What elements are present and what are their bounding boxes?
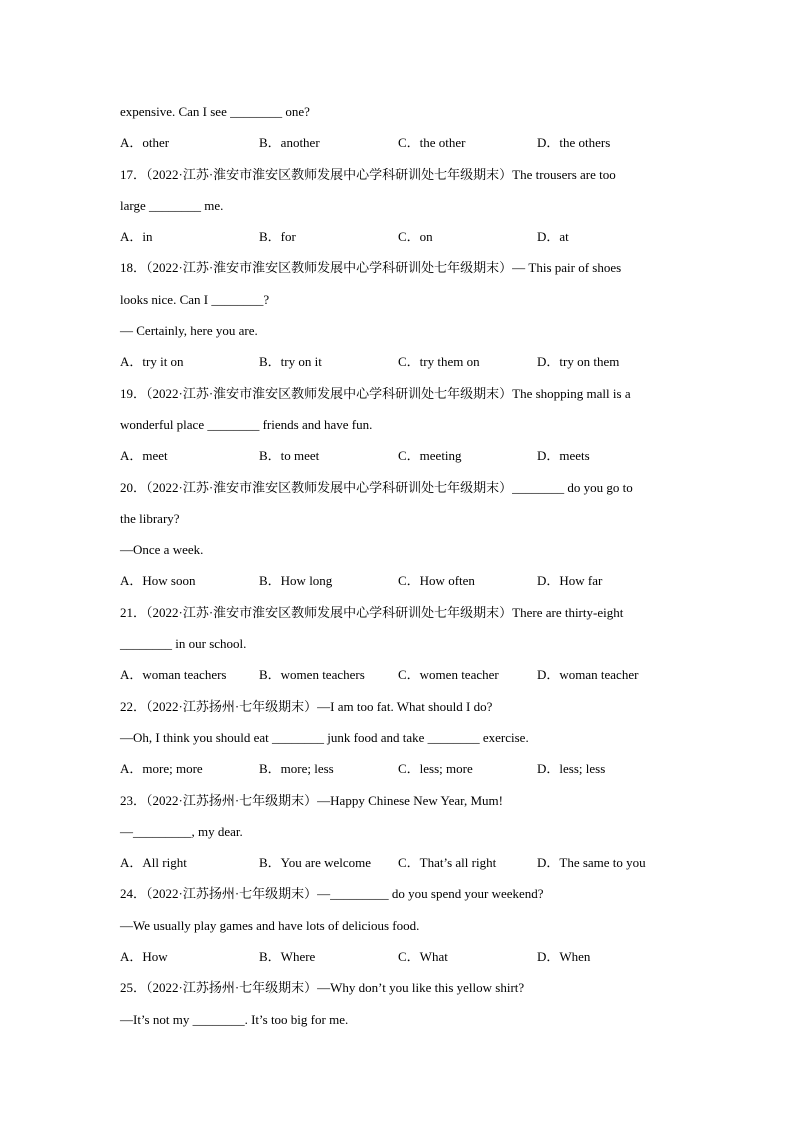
text-line: 19．（2022·江苏·淮安市淮安区教师发展中心学科研训处七年级期末）The shopping mall is a [120, 385, 631, 401]
option-c: C．How often [398, 573, 475, 589]
option-c: C．less; more [398, 761, 473, 777]
text-line: 23．（2022·江苏扬州·七年级期末）—Happy Chinese New Year, Mum! [120, 792, 503, 808]
options-row [120, 758, 680, 789]
text-line: —_________, my dear. [120, 823, 243, 839]
option-d: D．How far [537, 573, 603, 589]
option-c: C．the other [398, 135, 466, 151]
option-a: A．more; more [120, 761, 203, 777]
option-c: C．That’s all right [398, 855, 497, 871]
option-a: A．woman teachers [120, 667, 227, 683]
text-line: the library? [120, 510, 180, 526]
text-line: 20．（2022·江苏·淮安市淮安区教师发展中心学科研训处七年级期末）________ do you go to [120, 479, 633, 495]
option-a: A．How soon [120, 573, 196, 589]
option-b: B．more; less [259, 761, 334, 777]
option-b: B．another [259, 135, 320, 151]
option-a: A．All right [120, 855, 187, 871]
option-b: B．Where [259, 949, 316, 965]
options-row [120, 852, 680, 883]
option-d: D．meets [537, 448, 590, 464]
option-a: A．try it on [120, 354, 184, 370]
text-line: 17．（2022·江苏·淮安市淮安区教师发展中心学科研训处七年级期末）The trousers are too [120, 166, 616, 182]
option-a: A．other [120, 135, 170, 151]
text-line: wonderful place ________ friends and have fun. [120, 416, 373, 432]
option-d: D．at [537, 229, 569, 245]
text-line: ________ in our school. [120, 636, 247, 652]
option-a: A．in [120, 229, 153, 245]
options-row [120, 226, 680, 257]
option-d: D．When [537, 949, 591, 965]
text-line: —It’s not my ________. It’s too big for me. [120, 1011, 349, 1027]
option-c: C．What [398, 949, 448, 965]
text-line: —We usually play games and have lots of delicious food. [120, 917, 420, 933]
option-b: B．women teachers [259, 667, 365, 683]
text-line: 18．（2022·江苏·淮安市淮安区教师发展中心学科研训处七年级期末）— This pair of shoes [120, 260, 622, 276]
text-line: 25．（2022·江苏扬州·七年级期末）—Why don’t you like this yellow shirt? [120, 980, 525, 996]
text-line: —Once a week. [120, 542, 204, 558]
options-row [120, 570, 680, 601]
option-b: B．try on it [259, 354, 322, 370]
text-line: 24．（2022·江苏扬州·七年级期末）—_________ do you spend your weekend? [120, 886, 544, 902]
option-d: D．woman teacher [537, 667, 639, 683]
option-b: B．You are welcome [259, 855, 372, 871]
text-line: — Certainly, here you are. [120, 323, 258, 339]
option-b: B．for [259, 229, 296, 245]
options-row [120, 351, 680, 382]
options-row [120, 445, 680, 476]
text-line: looks nice. Can I ________? [120, 291, 270, 307]
text-line: large ________ me. [120, 197, 224, 213]
option-c: C．meeting [398, 448, 462, 464]
options-row [120, 132, 680, 163]
option-b: B．to meet [259, 448, 320, 464]
option-d: D．the others [537, 135, 611, 151]
text-line: expensive. Can I see ________ one? [120, 104, 310, 119]
options-row [120, 946, 680, 977]
text-line: 21．（2022·江苏·淮安市淮安区教师发展中心学科研训处七年级期末）There are thirty-eight [120, 604, 624, 620]
text-line: —Oh, I think you should eat ________ junk food and take ________ exercise. [120, 729, 529, 745]
option-c: C．try them on [398, 354, 480, 370]
option-d: D．try on them [537, 354, 620, 370]
question-list [120, 101, 680, 1040]
text-line: 22．（2022·江苏扬州·七年级期末）—I am too fat. What should I do? [120, 698, 493, 714]
option-b: B．How long [259, 573, 333, 589]
options-row [120, 664, 680, 695]
option-d: D．less; less [537, 761, 606, 777]
option-a: A．meet [120, 448, 168, 464]
option-a: A．How [120, 949, 168, 965]
option-c: C．on [398, 229, 433, 245]
option-d: D．The same to you [537, 855, 646, 871]
option-c: C．women teacher [398, 667, 499, 683]
